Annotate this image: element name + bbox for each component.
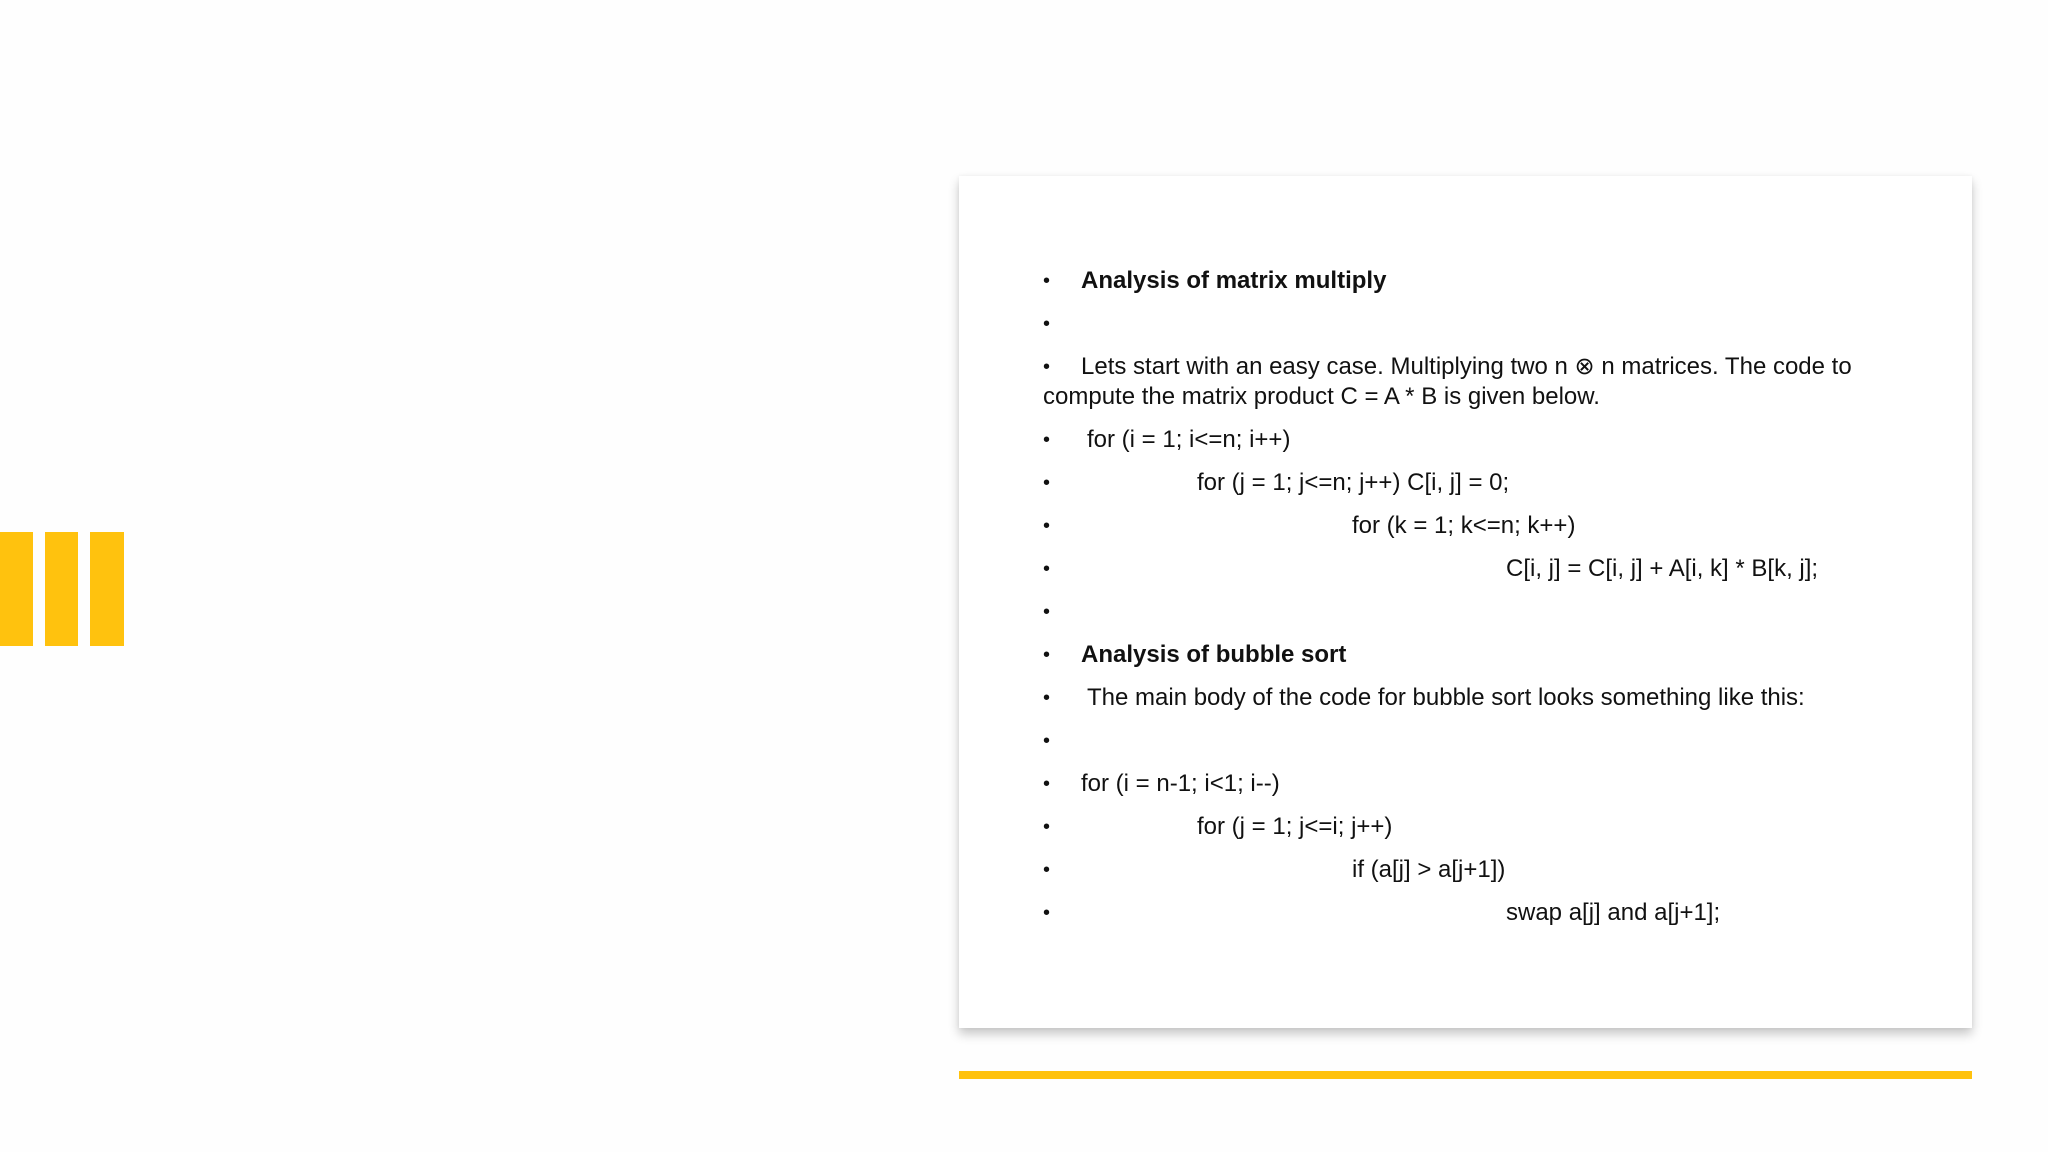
bullet-icon: •: [1043, 773, 1051, 795]
list-item: [1043, 763, 1933, 806]
bullet-icon: •: [1043, 356, 1051, 378]
list-item: [1043, 548, 1933, 591]
accent-bar-left-1: [0, 532, 33, 646]
bullet-icon: •: [1043, 816, 1051, 838]
list-item: [1043, 849, 1933, 892]
bullet-icon: •: [1043, 270, 1051, 292]
bullet-icon: •: [1043, 730, 1051, 752]
code-line: for (j = 1; j<=n; j++) C[i, j] = 0;: [1197, 469, 1510, 496]
list-item: [1043, 634, 1933, 677]
list-item: [1043, 303, 1933, 346]
bullet-icon: •: [1043, 313, 1051, 335]
matrix-intro-text: Lets start with an easy case. Multiplying two n ⊗ n matrices. The code to compute the matrix product C = A * B is given below.: [1043, 353, 1852, 410]
bullet-icon: •: [1043, 429, 1051, 451]
bullet-list: [1043, 260, 1933, 935]
code-line: swap a[j] and a[j+1];: [1506, 899, 1721, 926]
heading-bubble-sort: Analysis of bubble sort: [1081, 641, 1347, 668]
list-item: [1043, 462, 1933, 505]
list-item: [1043, 677, 1933, 720]
code-line: C[i, j] = C[i, j] + A[i, k] * B[k, j];: [1506, 555, 1819, 582]
list-item: [1043, 346, 1933, 419]
accent-bar-left-2: [45, 532, 78, 646]
list-item: [1043, 505, 1933, 548]
list-item: [1043, 591, 1933, 634]
code-line: for (i = 1; i<=n; i++): [1087, 426, 1291, 453]
bullet-icon: •: [1043, 601, 1051, 623]
bullet-icon: •: [1043, 687, 1051, 709]
code-line: for (i = n-1; i<1; i--): [1081, 770, 1280, 797]
accent-bar-left-3: [90, 532, 124, 646]
accent-underline: [959, 1071, 1972, 1079]
bullet-icon: •: [1043, 558, 1051, 580]
list-item: [1043, 419, 1933, 462]
bullet-icon: •: [1043, 902, 1051, 924]
bullet-icon: •: [1043, 472, 1051, 494]
list-item: [1043, 720, 1933, 763]
list-item: [1043, 806, 1933, 849]
bullet-icon: •: [1043, 859, 1051, 881]
bubble-intro-text: The main body of the code for bubble sort looks something like this:: [1087, 684, 1805, 711]
code-line: for (k = 1; k<=n; k++): [1352, 512, 1576, 539]
code-line: if (a[j] > a[j+1]): [1352, 856, 1506, 883]
bullet-icon: •: [1043, 515, 1051, 537]
bullet-icon: •: [1043, 644, 1051, 666]
list-item: [1043, 892, 1933, 935]
code-line: for (j = 1; j<=i; j++): [1197, 813, 1393, 840]
heading-matrix-multiply: Analysis of matrix multiply: [1081, 267, 1387, 294]
list-item: [1043, 260, 1933, 303]
